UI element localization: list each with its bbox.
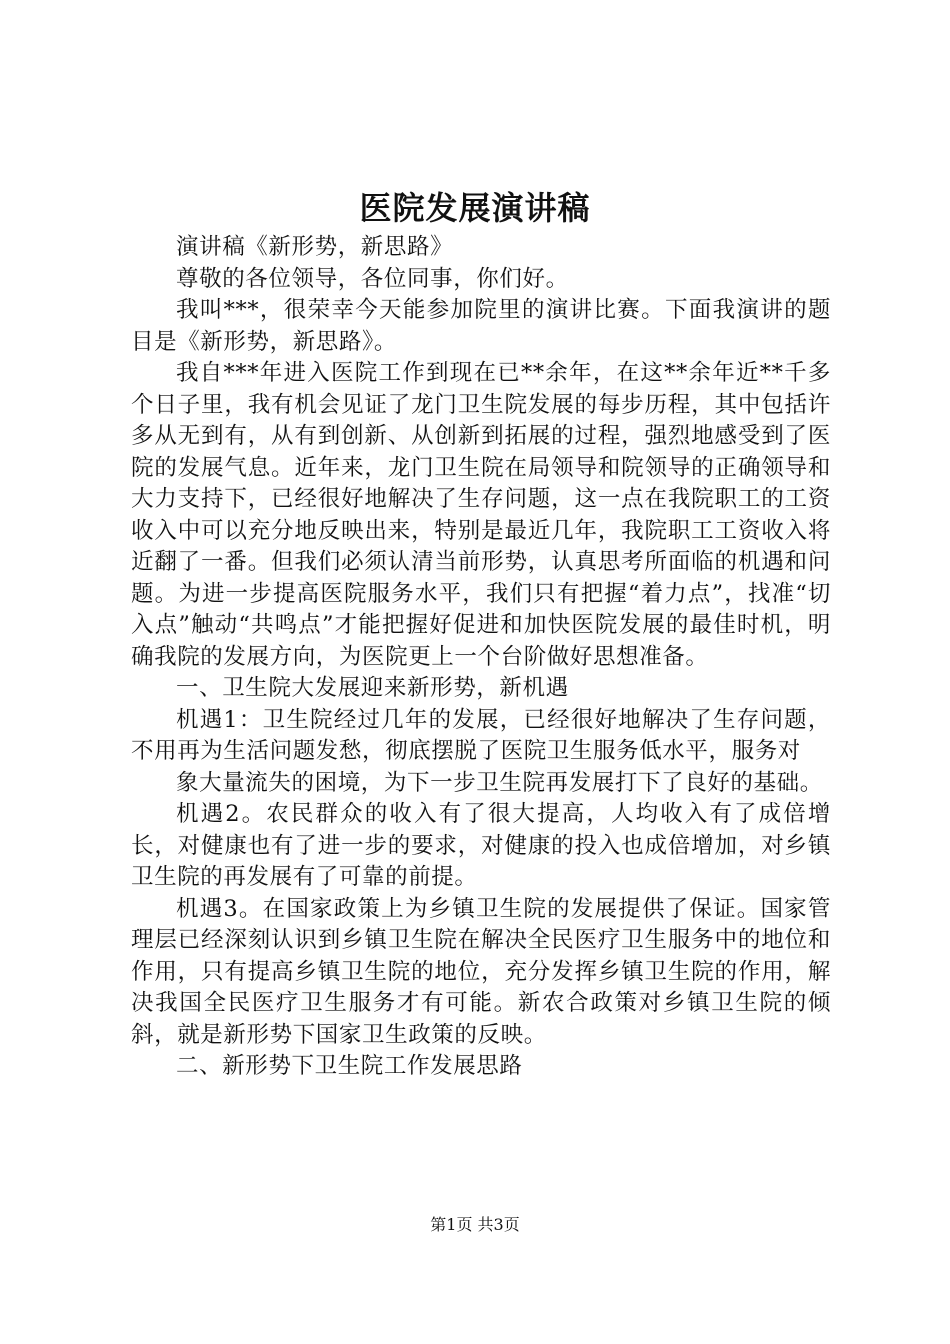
section-heading-1: 一、卫生院大发展迎来新形势，新机遇: [176, 675, 569, 701]
paragraph-introduction: 我叫***，很荣幸今天能参加院里的演讲比赛。下面我演讲的题目是《新形势，新思路》。: [131, 297, 831, 355]
document-title: 医院发展演讲稿: [359, 189, 591, 227]
paragraph-opportunity-2: 机遇2。农民群众的收入有了很大提高，人均收入有了成倍增长，对健康也有了进一步的要求，对健康的投入也成倍增加，对乡镇卫生院的再发展有了可靠的前提。: [131, 801, 831, 890]
section-heading-2: 二、新形势下卫生院工作发展思路: [176, 1053, 523, 1079]
document-body: [131, 232, 831, 1083]
paragraph-background: 我自***年进入医院工作到现在已**余年，在这**余年近**千多个日子里，我有机会见证了龙门卫生院发展的每步历程，其中包括许多从无到有，从有到创新、从创新到拓展的过程，强烈地感受到了医院的发展气息。近年来，龙门卫生院在局领导和院领导的正确领导和大力支持下，已经很好地解决了生存问题，这一点在我院职工的工资收入中可以充分地反映出来，特别是最近几年，我院职工工资收入将近翻了一番。但我们必须认清当前形势，认真思考所面临的机遇和问题。为进一步提高医院服务水平，我们只有把握“着力点”，找准“切入点”触动“共鸣点”才能把握好促进和加快医院发展的最佳时机，明确我院的发展方向，为医院更上一个台阶做好思想准备。: [131, 360, 831, 670]
paragraph-greeting: 尊敬的各位领导，各位同事，你们好。: [176, 265, 569, 292]
paragraph-opportunity-1: 机遇1：卫生院经过几年的发展，已经很好地解决了生存问题，不用再为生活问题发愁，彻底摆脱了医院卫生服务低水平，服务对: [131, 706, 831, 764]
page-footer: 第1页 共3页: [430, 1215, 520, 1234]
paragraph-opportunity-1-continued: 象大量流失的困境，为下一步卫生院再发展打下了良好的基础。: [176, 769, 823, 796]
paragraph-speech-name: 演讲稿《新形势，新思路》: [176, 234, 454, 260]
paragraph-opportunity-3: 机遇3。在国家政策上为乡镇卫生院的发展提供了保证。国家管理层已经深刻认识到乡镇卫生院在解决全民医疗卫生服务中的地位和作用，只有提高乡镇卫生院的地位，充分发挥乡镇卫生院的作用，解决我国全民医疗卫生服务才有可能。新农合政策对乡镇卫生院的倾斜，就是新形势下国家卫生政策的反映。: [131, 895, 831, 1048]
